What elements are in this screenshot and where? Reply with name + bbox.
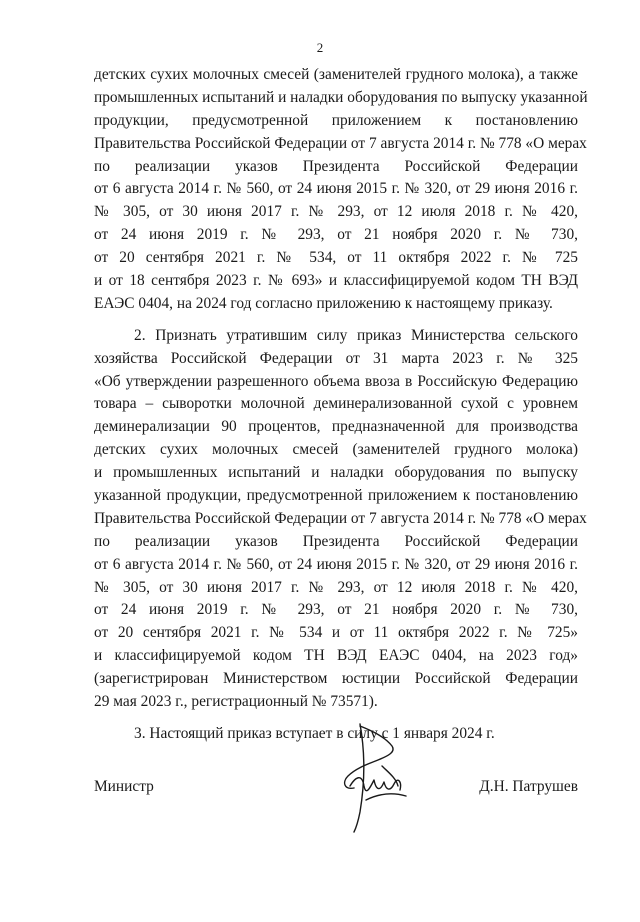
text-line: деминерализации 90 процентов, предназначенной для производства <box>94 418 578 436</box>
text-line: № 305, от 30 июня 2017 г. № 293, от 12 июля 2018 г. № 420, <box>94 203 578 221</box>
text-line: детских сухих молочных смесей (заменителей грудного молока), а также <box>94 66 578 83</box>
text-line: указанной продукции, предусмотренной приложением к постановлению <box>94 487 578 505</box>
text-line: № 305, от 30 июня 2017 г. № 293, от 12 июля 2018 г. № 420, <box>94 578 578 596</box>
text-line: хозяйства Российской Федерации от 31 марта 2023 г. № 325 <box>94 349 578 367</box>
paragraph-2 <box>94 325 587 714</box>
paragraph-3 <box>94 723 578 746</box>
page-number: 2 <box>316 40 324 55</box>
text-line: ЕАЭС 0404, на 2024 год согласно приложению к настоящему приказу. <box>94 294 553 312</box>
text-line: (зарегистрирован Министерством юстиции Российской Федерации <box>94 670 578 688</box>
signatory-name: Д.Н. Патрушев <box>479 778 578 795</box>
text-line: 3. Настоящий приказ вступает в силу с 1 января 2024 г. <box>134 724 495 742</box>
text-line: от 24 июня 2019 г. № 293, от 21 ноября 2020 г. № 730, <box>94 601 578 619</box>
text-line: промышленных испытаний и наладки оборудования по выпуску указанной <box>94 88 588 106</box>
text-line: от 6 августа 2014 г. № 560, от 24 июня 2015 г. № 320, от 29 июня 2016 г. <box>94 180 578 198</box>
text-line: 2. Признать утратившим силу приказ Министерства сельского <box>134 326 578 344</box>
text-line: от 20 сентября 2021 г. № 534 и от 11 октября 2022 г. № 725» <box>94 624 578 642</box>
text-line: 29 мая 2023 г., регистрационный № 73571). <box>94 693 378 711</box>
text-line: Правительства Российской Федерации от 7 августа 2014 г. № 778 «О мерах <box>94 509 587 527</box>
text-line: товара – сыворотки молочной деминерализованной сухой с уровнем <box>94 395 578 413</box>
text-line: от 6 августа 2014 г. № 560, от 24 июня 2015 г. № 320, от 29 июня 2016 г. <box>94 555 578 573</box>
text-line: «Об утверждении разрешенного объема ввоза в Российскую Федерацию <box>94 372 578 390</box>
document-body <box>94 64 588 746</box>
text-line: Правительства Российской Федерации от 7 августа 2014 г. № 778 «О мерах <box>94 134 587 152</box>
text-line: детских сухих молочных смесей (заменителей грудного молока) <box>94 441 578 459</box>
text-line: по реализации указов Президента Российской Федерации <box>94 157 578 175</box>
text-line: и классифицируемой кодом ТН ВЭД ЕАЭС 0404, на 2023 год» <box>94 647 578 665</box>
text-line: и от 18 сентября 2023 г. № 693» и классифицируемой кодом ТН ВЭД <box>94 272 578 290</box>
signature-block <box>94 778 578 802</box>
text-line: от 20 сентября 2021 г. № 534, от 11 октября 2022 г. № 725 <box>94 249 578 267</box>
text-line: и промышленных испытаний и наладки оборудования по выпуску <box>94 464 578 482</box>
text-line: по реализации указов Президента Российской Федерации <box>94 532 578 550</box>
text-line: продукции, предусмотренной приложением к постановлению <box>94 111 578 129</box>
text-line: от 24 июня 2019 г. № 293, от 21 ноября 2020 г. № 730, <box>94 226 578 244</box>
paragraph-1 <box>94 64 588 316</box>
signatory-title: Министр <box>94 778 154 795</box>
